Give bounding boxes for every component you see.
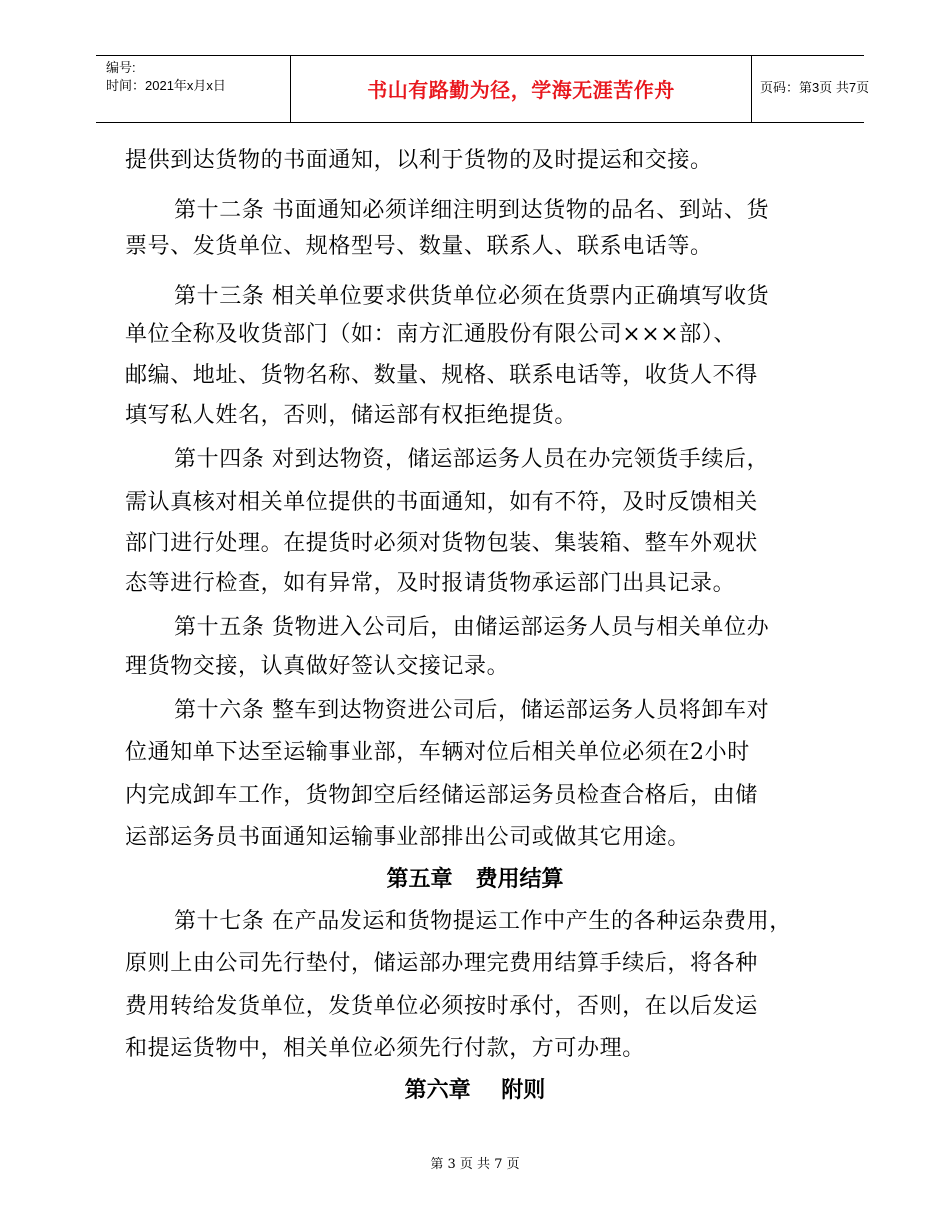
body-line: 位通知单下达至运输事业部，车辆对位后相关单位必须在2小时 xyxy=(125,740,750,765)
article-17-line: 第十七条 在产品发运和货物提运工作中产生的各种运杂费用， xyxy=(174,909,792,934)
header-motto-cell xyxy=(291,56,752,122)
body-line: 填写私人姓名，否则，储运部有权拒绝提货。 xyxy=(125,403,578,428)
chapter-5-heading: 第五章 费用结算 xyxy=(386,867,564,892)
body-line: 和提运货物中，相关单位必须先行付款，方可办理。 xyxy=(125,1036,645,1061)
body-line: 态等进行检查，如有异常，及时报请货物承运部门出具记录。 xyxy=(125,571,736,596)
header-motto: 书山有路勤为径，学海无涯苦作舟 xyxy=(367,78,675,102)
body-line: 部门进行处理。在提货时必须对货物包装、集装箱、整车外观状 xyxy=(125,531,758,556)
header-info-cell xyxy=(96,56,291,122)
body-line: 费用转给发货单位，发货单位必须按时承付，否则，在以后发运 xyxy=(125,994,758,1019)
article-12-line: 第十二条 书面通知必须详细注明到达货物的品名、到站、货 xyxy=(174,198,770,223)
header-page-cell xyxy=(752,56,870,122)
chapter-6-heading: 第六章 附则 xyxy=(404,1078,546,1103)
body-line: 需认真核对相关单位提供的书面通知，如有不符，及时反馈相关 xyxy=(125,490,758,515)
article-15-line: 第十五条 货物进入公司后，由储运部运务人员与相关单位办 xyxy=(174,615,770,640)
body-line: 票号、发货单位、规格型号、数量、联系人、联系电话等。 xyxy=(125,234,713,259)
page-footer: 第 3 页 共 7 页 xyxy=(430,1157,520,1172)
article-13-line: 第十三条 相关单位要求供货单位必须在货票内正确填写收货 xyxy=(174,284,770,309)
article-14-line: 第十四条 对到达物资，储运部运务人员在办完领货手续后， xyxy=(174,447,770,472)
document-number-label: 编号: xyxy=(106,60,136,75)
body-line: 原则上由公司先行垫付，储运部办理完费用结算手续后，将各种 xyxy=(125,951,758,976)
body-line: 理货物交接，认真做好签认交接记录。 xyxy=(125,654,510,679)
article-16-line: 第十六条 整车到达物资进公司后，储运部运务人员将卸车对 xyxy=(174,698,770,723)
body-line: 单位全称及收货部门（如：南方汇通股份有限公司×××部）、 xyxy=(125,322,737,347)
header-page-code: 页码：第3页 共7页 xyxy=(760,80,870,95)
body-line: 提供到达货物的书面通知，以利于货物的及时提运和交接。 xyxy=(125,148,713,173)
document-header xyxy=(96,55,870,123)
body-line: 邮编、地址、货物名称、数量、规格、联系电话等，收货人不得 xyxy=(125,363,758,388)
body-line: 运部运务员书面通知运输事业部排出公司或做其它用途。 xyxy=(125,825,691,850)
document-time-label: 时间：2021年x月x日 xyxy=(106,78,226,93)
body-line: 内完成卸车工作，货物卸空后经储运部运务员检查合格后，由储 xyxy=(125,783,758,808)
